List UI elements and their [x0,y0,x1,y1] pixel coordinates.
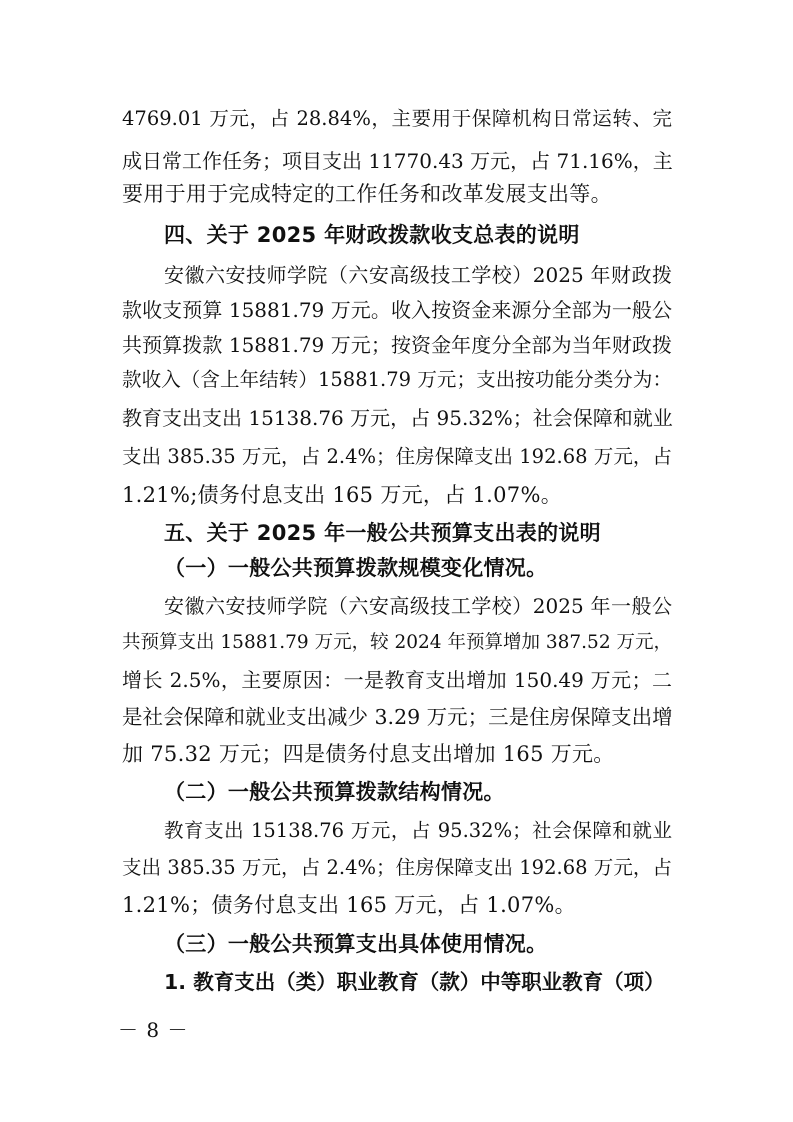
paragraph-line: 1.21%；债务付息支出 165 万元，占 1.07%。 [122,893,576,917]
subsection-heading: （三）一般公共预算支出具体使用情况。 [164,932,548,956]
page-number: － 8 － [118,1018,189,1042]
paragraph-line: 增长 2.5%，主要原因：一是教育支出增加 150.49 万元；二 [122,668,672,692]
subsection-heading: 1. 教育支出（类）职业教育（款）中等职业教育（项） [164,970,665,994]
paragraph-line: 安徽六安技师学院（六安高级技工学校）2025 年一般公 [164,594,672,618]
paragraph-line: 款收入（含上年结转）15881.79 万元；支出按功能分类分为： [122,368,672,391]
paragraph-line: 安徽六安技师学院（六安高级技工学校）2025 年财政拨 [164,263,672,287]
paragraph-line: 共预算支出 15881.79 万元，较 2024 年预算增加 387.52 万元， [122,632,672,653]
paragraph-line: 要用于用于完成特定的工作任务和改革发展支出等。 [122,182,612,206]
paragraph-line: 成日常工作任务；项目支出 11770.43 万元，占 71.16%，主 [122,149,673,173]
section-heading: 四、关于 2025 年财政拨款收支总表的说明 [164,223,580,247]
paragraph-line: 4769.01 万元，占 28.84%，主要用于保障机构日常运转、完 [122,107,672,130]
paragraph-line: 款收支预算 15881.79 万元。收入按资金来源分全部为一般公 [122,298,672,322]
subsection-heading: （二）一般公共预算拨款结构情况。 [164,780,505,804]
paragraph-line: 支出 385.35 万元，占 2.4%；住房保障支出 192.68 万元，占 [122,445,672,468]
paragraph-line: 支出 385.35 万元，占 2.4%；住房保障支出 192.68 万元，占 [122,856,672,879]
paragraph-line: 教育支出支出 15138.76 万元，占 95.32%；社会保障和就业 [122,406,673,430]
paragraph-line: 共预算拨款 15881.79 万元；按资金年度分全部为当年财政拨 [122,333,672,357]
paragraph-line: 加 75.32 万元；四是债务付息支出增加 165 万元。 [122,742,615,766]
paragraph-line: 是社会保障和就业支出减少 3.29 万元；三是住房保障支出增 [122,705,673,729]
section-heading: 五、关于 2025 年一般公共预算支出表的说明 [164,521,601,545]
paragraph-line: 教育支出 15138.76 万元，占 95.32%；社会保障和就业 [164,819,672,842]
subsection-heading: （一）一般公共预算拨款规模变化情况。 [164,556,548,580]
paragraph-line: 1.21%;债务付息支出 165 万元，占 1.07%。 [122,483,563,507]
